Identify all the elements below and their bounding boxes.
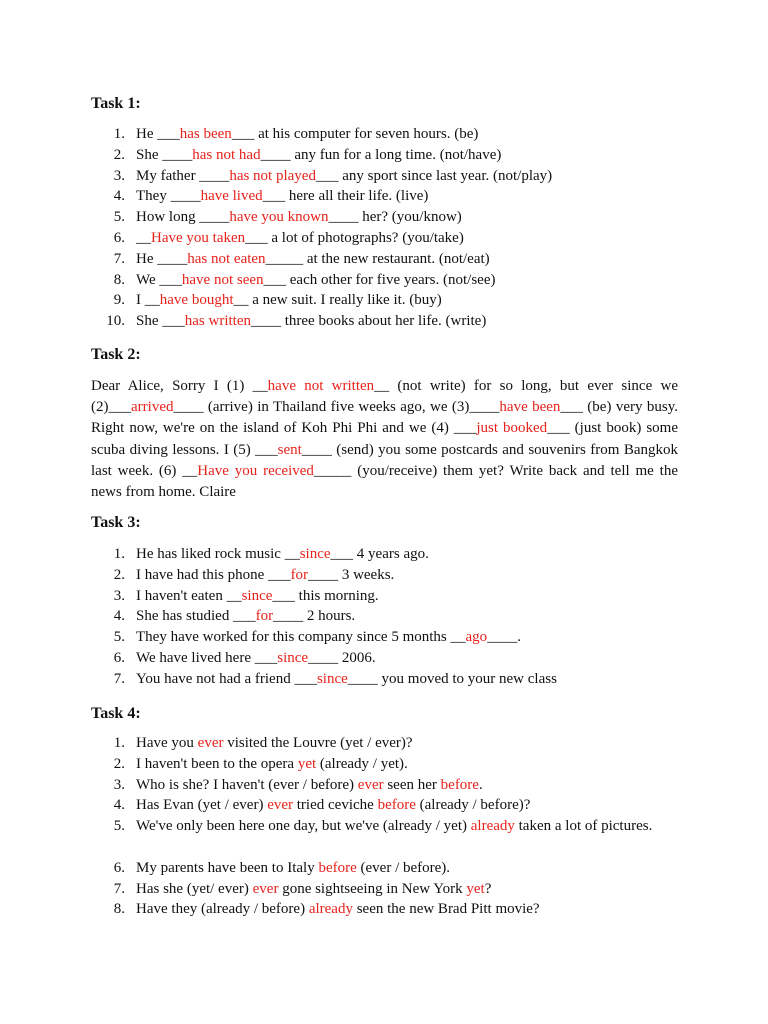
item-number: 4.	[113, 608, 125, 625]
sentence-text: visited the Louvre (yet / ever)?	[223, 735, 413, 751]
sentence-text: We've only been here one day, but we've (already / yet)	[136, 818, 471, 835]
list-item	[0, 648, 768, 669]
sentence-text: ____ 3 weeks.	[308, 566, 395, 583]
item-number: 5.	[113, 209, 125, 226]
sentence-text: __ a new suit. I really like it. (buy)	[233, 292, 442, 309]
answer-text: just booked	[476, 420, 548, 437]
item-number: 2.	[113, 566, 125, 583]
item-sentence	[136, 290, 442, 311]
item-sentence	[136, 586, 379, 607]
answer-text: has been	[179, 126, 232, 142]
sentence-text: Has she (yet/ ever)	[136, 880, 253, 897]
sentence-text: seen her	[383, 776, 441, 793]
answer-text: already	[308, 901, 353, 918]
item-sentence	[136, 207, 462, 228]
task2-letter-paragraph	[91, 376, 678, 503]
sentence-text: She ___	[136, 313, 185, 330]
sentence-text: ____ 2006.	[308, 649, 376, 666]
item-sentence	[136, 249, 490, 270]
item-number: 7.	[113, 670, 125, 687]
sentence-text: You have not had a friend ___	[136, 670, 317, 687]
answer-text: for	[255, 608, 274, 625]
answer-text: ever	[267, 797, 294, 814]
list-item	[0, 228, 768, 249]
sentence-text: He ___	[136, 126, 180, 142]
answer-text: before	[440, 776, 479, 793]
answer-text: have not written	[267, 378, 375, 394]
answer-text: already	[470, 818, 515, 835]
sentence-text: They ____	[136, 188, 201, 205]
item-sentence	[136, 858, 450, 879]
task1-list	[0, 124, 768, 332]
sentence-text: taken a lot of pictures.	[514, 818, 653, 835]
list-item	[0, 145, 768, 166]
list-item	[0, 816, 768, 858]
item-sentence	[136, 544, 429, 565]
item-number: 2.	[113, 146, 125, 163]
item-sentence	[136, 166, 552, 187]
sentence-text: I __	[136, 292, 160, 309]
sentence-text: ___ here all their life. (live)	[262, 188, 429, 205]
answer-text: have been	[499, 399, 561, 416]
item-sentence	[136, 186, 428, 207]
item-number: 4.	[113, 188, 125, 205]
sentence-text: She has studied ___	[136, 608, 256, 625]
sentence-text: ?	[484, 880, 492, 897]
item-sentence	[136, 669, 557, 690]
sentence-text: They have worked for this company since 5 months __	[136, 629, 466, 646]
item-number: 4.	[113, 797, 125, 814]
item-number: 3.	[113, 587, 125, 604]
item-number: 6.	[113, 229, 125, 246]
item-sentence	[136, 648, 376, 669]
item-sentence	[136, 899, 540, 920]
list-item	[0, 606, 768, 627]
item-number: 8.	[113, 271, 125, 288]
sentence-text: ___ at his computer for seven hours. (be)	[231, 126, 479, 142]
list-item	[0, 249, 768, 270]
answer-text: since	[241, 587, 273, 604]
item-number: 7.	[113, 250, 125, 267]
task3-list	[0, 544, 768, 690]
list-item	[0, 627, 768, 648]
sentence-text: She ____	[136, 146, 193, 163]
sentence-text: He ____	[136, 250, 188, 267]
list-item	[0, 858, 768, 879]
list-item	[0, 186, 768, 207]
sentence-text: I haven't been to the opera	[136, 755, 298, 772]
item-number: 1.	[113, 546, 125, 562]
letter-text: Dear Alice, Sorry I (1) __	[91, 378, 268, 394]
sentence-text: gone sightseeing in New York	[278, 880, 467, 897]
item-sentence	[136, 228, 464, 249]
item-sentence	[136, 627, 521, 648]
item-sentence	[136, 733, 413, 754]
task3-heading: Task 3:	[91, 514, 141, 531]
sentence-text: tried ceviche	[293, 797, 378, 814]
task4-list	[0, 733, 768, 920]
sentence-text: We ___	[136, 271, 182, 288]
answer-text: since	[299, 546, 331, 562]
sentence-text: ____ you moved to your new class	[347, 670, 557, 687]
answer-text: arrived	[131, 399, 174, 416]
task2-heading: Task 2:	[91, 346, 141, 363]
list-item	[0, 290, 768, 311]
item-number: 7.	[113, 880, 125, 897]
sentence-text: (already / before)?	[415, 797, 531, 814]
answer-text: has not eaten	[187, 250, 266, 267]
answer-text: sent	[277, 441, 302, 458]
answer-text: since	[316, 670, 348, 687]
sentence-text: My parents have been to Italy	[136, 859, 319, 876]
answer-text: ever	[197, 735, 224, 751]
answer-text: before	[318, 859, 357, 876]
sentence-text: .	[478, 776, 483, 793]
list-item	[0, 166, 768, 187]
item-number: 10.	[106, 313, 125, 330]
answer-text: since	[277, 649, 309, 666]
item-sentence	[136, 565, 394, 586]
sentence-text: ____ any fun for a long time. (not/have)	[260, 146, 502, 163]
item-number: 6.	[113, 859, 125, 876]
sentence-text: I have had this phone ___	[136, 566, 291, 583]
list-item	[0, 775, 768, 796]
answer-text: have you known	[229, 209, 329, 226]
list-item	[0, 879, 768, 900]
list-item	[0, 899, 768, 920]
item-number: 5.	[113, 818, 125, 835]
item-number: 5.	[113, 629, 125, 646]
list-item	[0, 565, 768, 586]
item-sentence	[136, 311, 486, 332]
sentence-text: seen the new Brad Pitt movie?	[352, 901, 540, 918]
sentence-text: Who is she? I haven't (ever / before)	[136, 776, 358, 793]
sentence-text: I haven't eaten __	[136, 587, 242, 604]
answer-text: have not seen	[181, 271, 264, 288]
item-sentence	[136, 775, 483, 796]
sentence-text: ___ this morning.	[272, 587, 379, 604]
sentence-text: Have you	[136, 735, 198, 751]
list-item	[0, 124, 768, 145]
answer-text: has written	[184, 313, 251, 330]
list-item	[0, 311, 768, 332]
list-item	[0, 586, 768, 607]
sentence-text: He has liked rock music __	[136, 546, 300, 562]
list-item	[0, 754, 768, 775]
sentence-text: __	[136, 229, 151, 246]
list-item	[0, 207, 768, 228]
item-sentence	[136, 124, 478, 145]
letter-text: ____ (arrive) in Thailand five weeks ago, we (3)____	[173, 399, 500, 416]
answer-text: Have you taken	[151, 229, 246, 246]
answer-text: has not had	[192, 146, 261, 163]
list-item	[0, 270, 768, 291]
item-number: 8.	[113, 901, 125, 918]
sentence-text: We have lived here ___	[136, 649, 278, 666]
sentence-text: (already / yet).	[316, 755, 408, 772]
sentence-text: ___ a lot of photographs? (you/take)	[245, 229, 464, 246]
item-sentence	[136, 816, 678, 837]
list-item	[0, 795, 768, 816]
sentence-text: ____.	[487, 629, 521, 646]
letter-text: ___ (just book) some scuba diving lessons. I (5) ___	[91, 420, 678, 458]
answer-text: ever	[357, 776, 384, 793]
sentence-text: How long ____	[136, 209, 230, 226]
item-number: 9.	[113, 292, 125, 309]
answer-text: yet	[466, 880, 485, 897]
item-sentence	[136, 879, 491, 900]
answer-text: have bought	[159, 292, 234, 309]
item-sentence	[136, 270, 496, 291]
answer-text: yet	[297, 755, 317, 772]
sentence-text: Has Evan (yet / ever)	[136, 797, 268, 814]
item-sentence	[136, 145, 501, 166]
item-sentence	[136, 795, 530, 816]
list-item	[0, 544, 768, 565]
answer-text: Have you received	[197, 462, 314, 479]
item-number: 2.	[113, 755, 125, 772]
item-sentence	[136, 754, 408, 775]
list-item	[0, 669, 768, 690]
item-number: 1.	[113, 126, 125, 142]
task4-heading: Task 4:	[91, 705, 141, 722]
sentence-text: _____ at the new restaurant. (not/eat)	[265, 250, 490, 267]
sentence-text: ____ 2 hours.	[273, 608, 356, 625]
item-number: 6.	[113, 649, 125, 666]
sentence-text: ___ each other for five years. (not/see)	[263, 271, 496, 288]
item-number: 3.	[113, 776, 125, 793]
item-sentence	[136, 606, 355, 627]
sentence-text: ___ any sport since last year. (not/play)	[315, 167, 553, 184]
answer-text: have lived	[200, 188, 263, 205]
letter-text: _____ (you/receive) them yet? Write back and tell me the news from home. Claire	[91, 462, 679, 501]
letter-text: ____ (send) you some postcards and souvenirs from Bangkok last week. (6) __	[91, 441, 678, 479]
sentence-text: Have they (already / before)	[136, 901, 309, 918]
sentence-text: (ever / before).	[356, 859, 451, 876]
sentence-text: ____ her? (you/know)	[328, 209, 462, 226]
answer-text: ever	[252, 880, 279, 897]
answer-text: has not played	[229, 167, 316, 184]
letter-text: ___ (be) very busy. Right now, we're on the island of Koh Phi Phi and we (4) ___	[91, 399, 678, 437]
item-number: 3.	[113, 167, 125, 184]
answer-text: before	[377, 797, 416, 814]
answer-text: ago	[465, 629, 488, 646]
answer-text: for	[290, 566, 309, 583]
sentence-text: ____ three books about her life. (write)	[250, 313, 487, 330]
sentence-text: ___ 4 years ago.	[330, 546, 429, 562]
task1-heading: Task 1:	[91, 95, 141, 112]
letter-text: __ (not write) for so long, but ever since we (2)___	[91, 378, 678, 416]
item-number: 1.	[113, 735, 125, 751]
list-item	[0, 733, 768, 754]
sentence-text: My father ____	[136, 167, 230, 184]
